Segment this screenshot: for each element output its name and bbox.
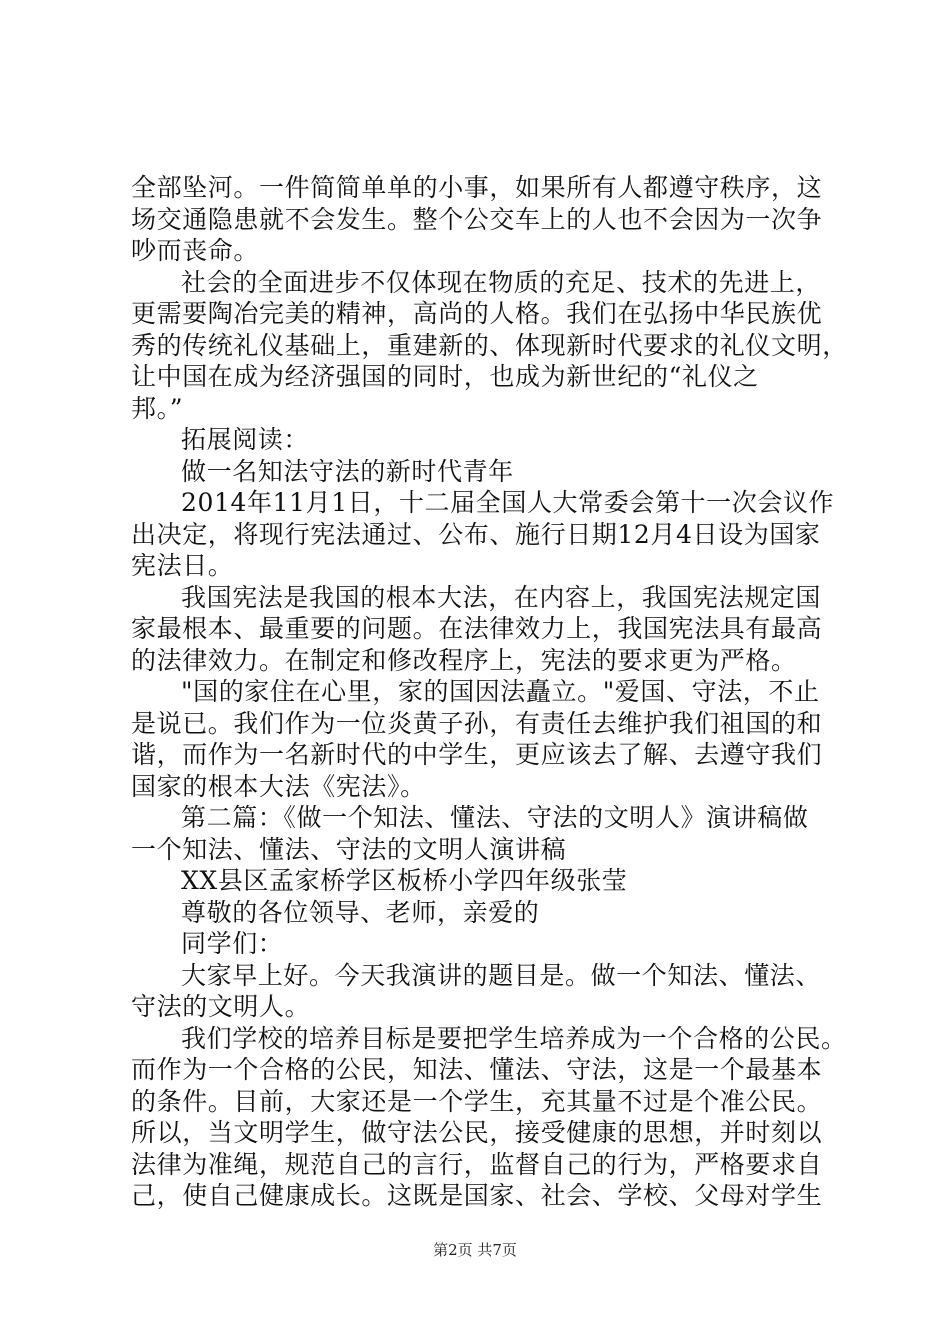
- text-line: 让中国在成为经济强国的同时，也成为新世纪的“礼仪之: [131, 362, 759, 391]
- text-line: 吵而丧命。: [131, 236, 260, 265]
- text-line: 邦。”: [131, 393, 184, 423]
- text-line: 更需要陶冶完美的精神，高尚的人格。我们在弘扬中华民族优: [131, 299, 823, 328]
- text-line: 社会的全面进步不仅体现在物质的充足、技术的先进上，: [181, 267, 822, 297]
- text-line: 是说已。我们作为一位炎黄子孙，有责任去维护我们祖国的和: [131, 708, 823, 738]
- section-heading: 第二篇：《做一个知法、懂法、守法的文明人》演讲稿做: [181, 803, 809, 832]
- text-line: 场交通隐患就不会发生。整个公交车上的人也不会因为一次争: [131, 204, 823, 234]
- article-title: 做一名知法守法的新时代青年: [181, 456, 514, 486]
- text-line: 宪法日。: [131, 551, 234, 580]
- text-line: 2014年11月1日，十二届全国人大常委会第十一次会议作: [181, 488, 835, 517]
- text-line: 谐，而作为一名新时代的中学生，更应该去了解、去遵守我们: [131, 740, 823, 769]
- text-line: 守法的文明人。: [131, 992, 311, 1021]
- section-heading: 一个知法、懂法、守法的文明人演讲稿: [131, 834, 567, 864]
- text-line: 己，使自己健康成长。这既是国家、社会、学校、父母对学生: [131, 1181, 823, 1210]
- text-line: 家最根本、最重要的问题。在法律效力上，我国宪法具有最高: [131, 614, 823, 643]
- salutation-line: 同学们：: [181, 929, 284, 958]
- salutation-line: 尊敬的各位领导、老师，亲爱的: [181, 897, 540, 927]
- page-number: 第2页 共7页: [433, 1241, 517, 1259]
- text-line: "国的家住在心里，家的国因法矗立。"爱国、守法，不止: [181, 677, 820, 706]
- text-line: 全部坠河。一件简简单单的小事，如果所有人都遵守秩序，这: [131, 173, 823, 202]
- text-line: 国家的根本大法《宪法》。: [131, 771, 426, 801]
- text-line: 大家早上好。今天我演讲的题目是。做一个知法、懂法、: [181, 960, 822, 990]
- text-line: 出决定，将现行宪法通过、公布、施行日期12月4日设为国家: [131, 519, 821, 549]
- text-line: 秀的传统礼仪基础上，重建新的、体现新时代要求的礼仪文明，: [131, 330, 848, 360]
- section-label: 拓展阅读：: [181, 425, 310, 454]
- text-line: 我们学校的培养目标是要把学生培养成为一个合格的公民。: [181, 1023, 847, 1053]
- text-line: 法律为准绳，规范自己的言行，监督自己的行为，严格要求自: [131, 1149, 823, 1179]
- text-line: 的法律效力。在制定和修改程序上，宪法的要求更为严格。: [131, 645, 797, 675]
- body-text: [131, 172, 846, 1212]
- text-line: 我国宪法是我国的根本大法，在内容上，我国宪法规定国: [181, 582, 822, 612]
- page-footer: [0, 1241, 950, 1259]
- text-line: 所以，当文明学生，做守法公民，接受健康的思想，并时刻以: [131, 1118, 823, 1147]
- text-line: 的条件。目前，大家还是一个学生，充其量不过是个准公民。: [131, 1086, 823, 1116]
- text-line: 而作为一个合格的公民，知法、懂法、守法，这是一个最基本: [131, 1055, 823, 1084]
- author-line: XX县区孟家桥学区板桥小学四年级张莹: [181, 866, 628, 895]
